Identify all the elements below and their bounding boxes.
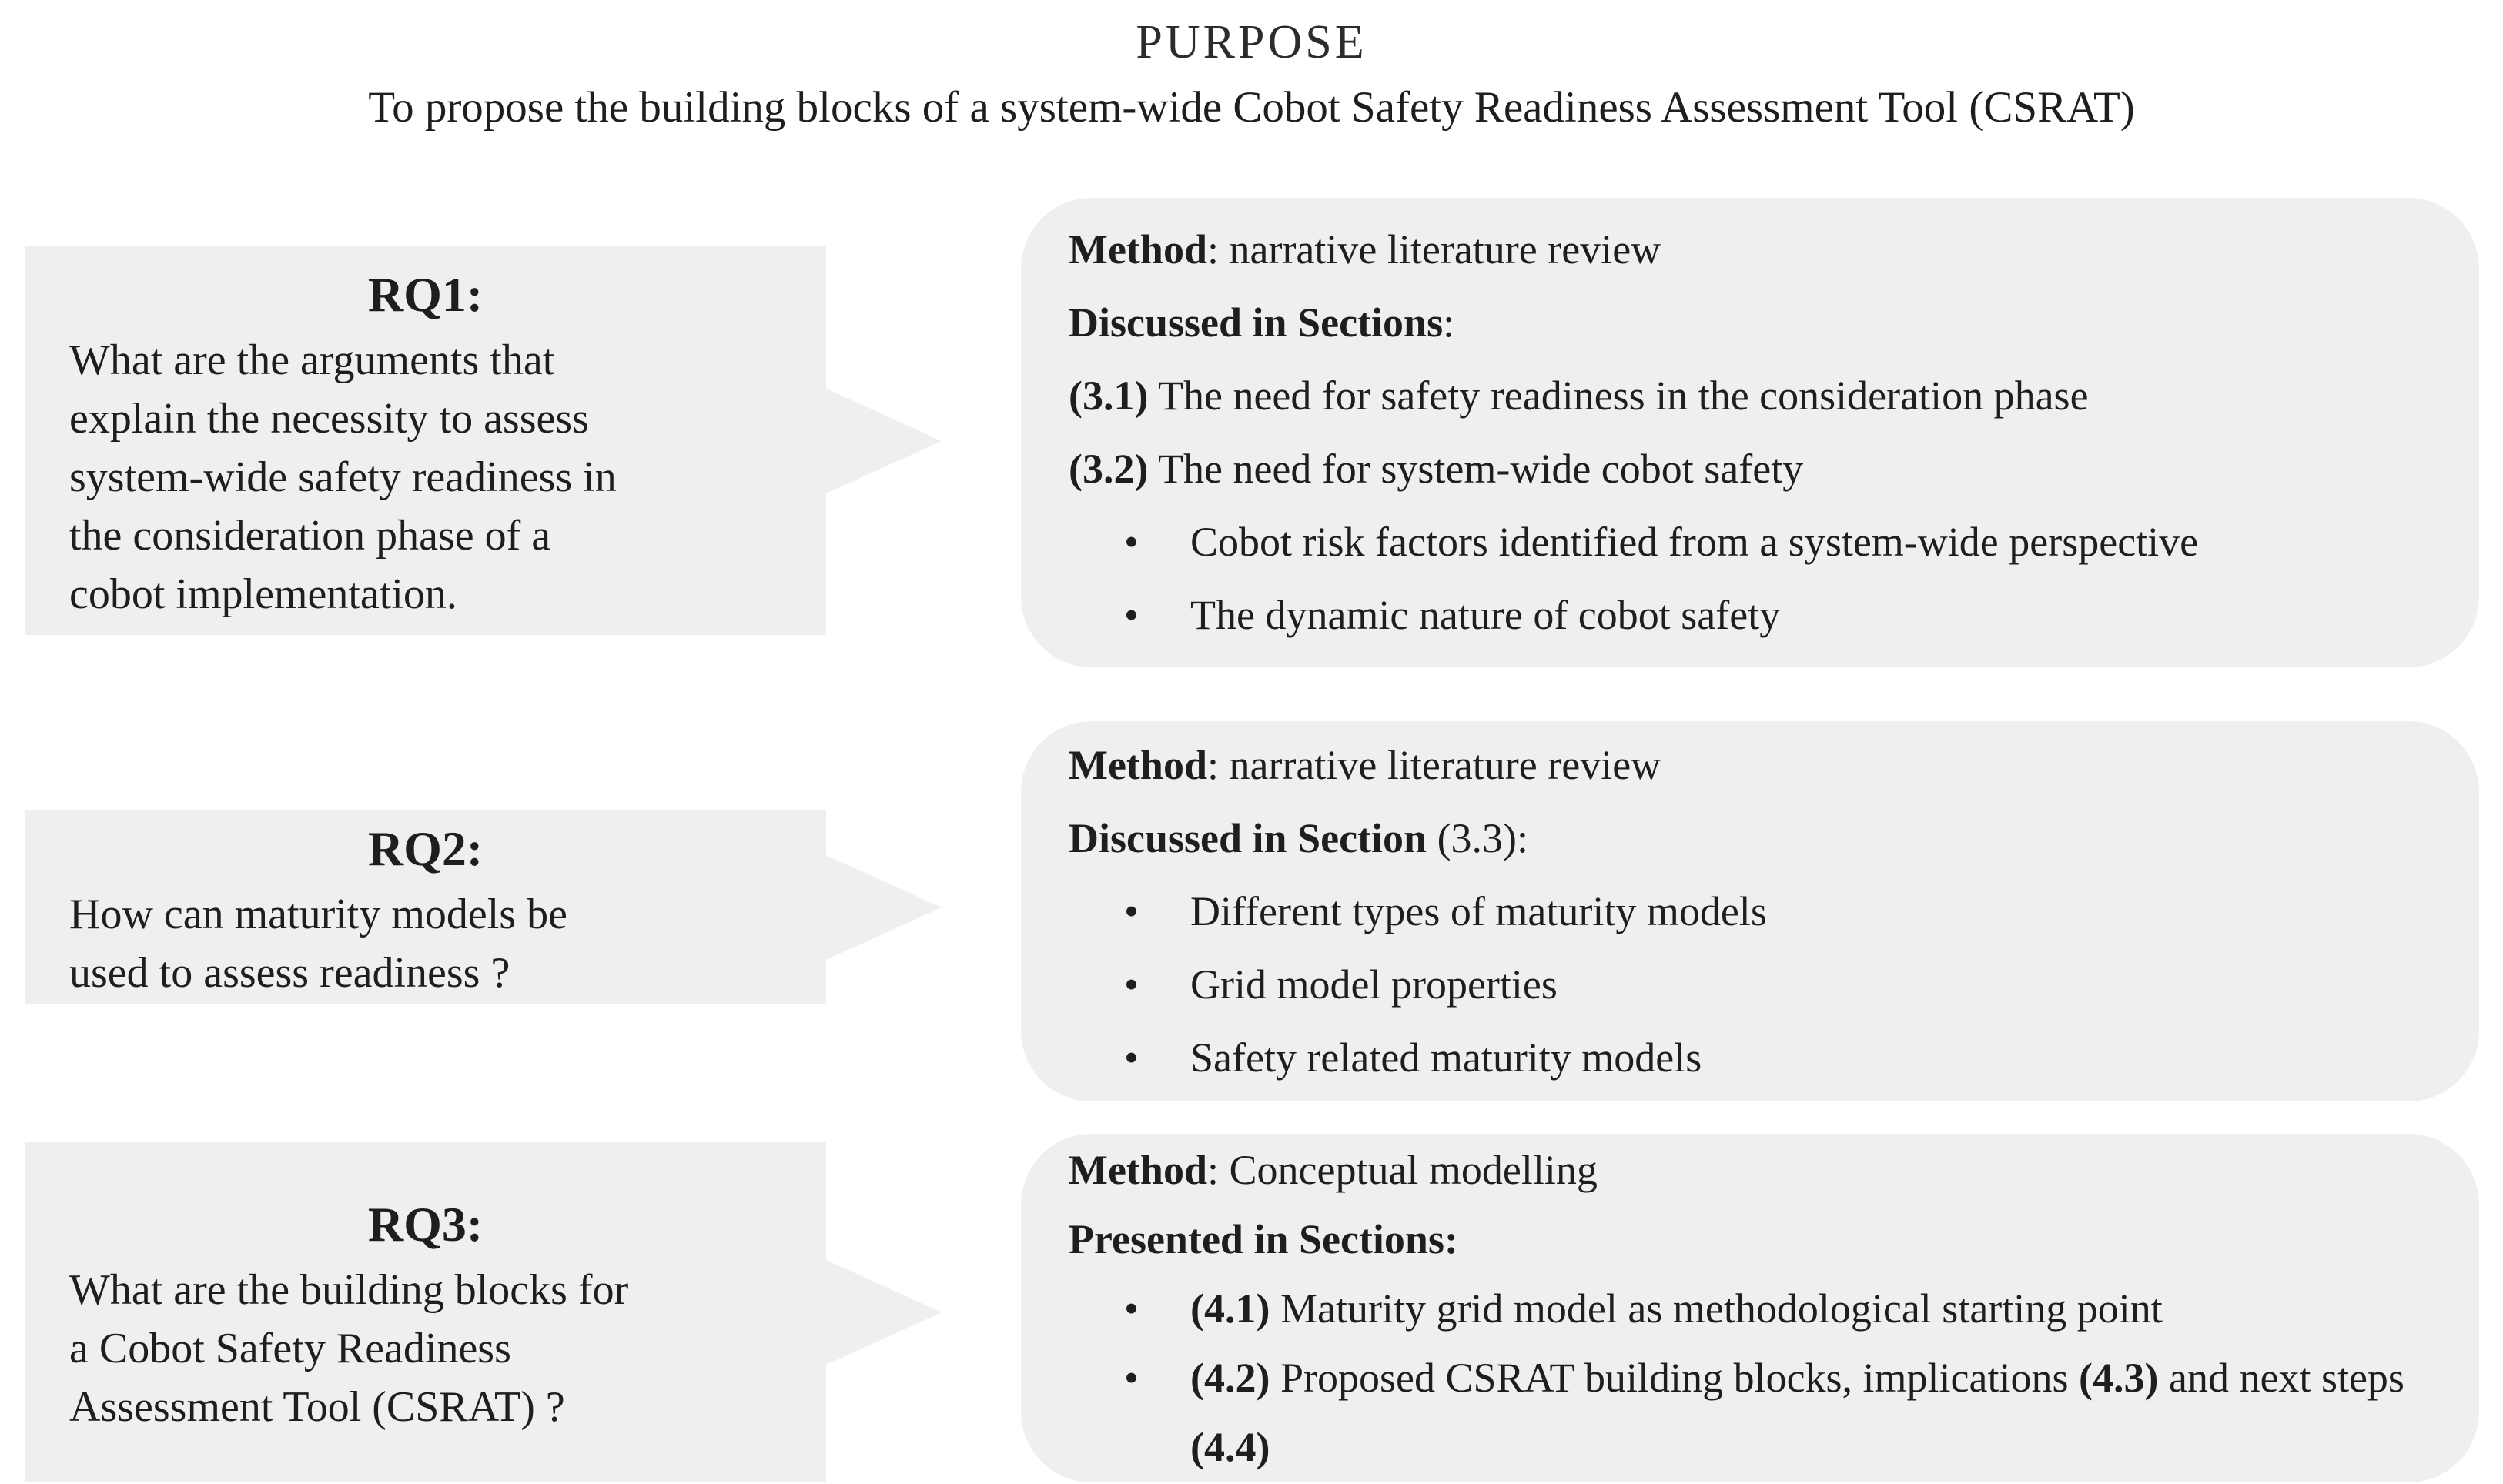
bullet-icon: • (1124, 1354, 1139, 1401)
sections-heading (1069, 1205, 2431, 1274)
bullet-text (1190, 1274, 2431, 1343)
section-number: (4.1) (1190, 1285, 1270, 1332)
rq1-label: RQ1: (367, 266, 484, 322)
sections-heading-bold: Presented in Sections: (1069, 1215, 1458, 1262)
bullet-icon: • (1124, 519, 1139, 565)
rq2-question-box (25, 810, 826, 1004)
section-item (1069, 359, 2431, 433)
bullet-text: Cobot risk factors identified from a system-wide perspective (1190, 519, 2199, 565)
bullet-item (1069, 875, 2431, 948)
sections-heading-rest: (3.3): (1427, 814, 1529, 861)
rq3-question-line: What are the building blocks for (69, 1265, 629, 1314)
rq1-question-line: the consideration phase of a (69, 511, 551, 560)
method-label: Method (1069, 1146, 1207, 1193)
bullet-icon: • (1124, 887, 1139, 934)
section-number: (3.2) (1069, 446, 1149, 492)
section-number: (4.2) (1190, 1354, 1270, 1401)
rq1-question-line: cobot implementation. (69, 570, 457, 618)
bullet-item (1069, 1021, 2431, 1095)
rq1-pointer-arrow-icon (826, 389, 942, 493)
rq2-answer-box (1021, 721, 2479, 1101)
method-line (1069, 729, 2431, 802)
rq1-question-line: explain the necessity to assess (69, 394, 589, 443)
method-text: : narrative literature review (1206, 741, 1661, 788)
bullet-item (1069, 579, 2431, 652)
rq2-question-line: How can maturity models be (69, 890, 567, 938)
rq1-question-box (25, 246, 826, 635)
method-label: Method (1069, 741, 1207, 788)
rq3-pointer-arrow-icon (826, 1260, 942, 1365)
bullet-text-segment: and next steps (2158, 1354, 2404, 1401)
sections-heading (1069, 802, 2431, 875)
section-number: (4.4) (1190, 1423, 1270, 1470)
figure-subtitle: To propose the building blocks of a system-wide Cobot Safety Readiness Assessment Tool (CSRAT) (368, 83, 2135, 132)
bullet-item (1069, 948, 2431, 1021)
bullet-item (1069, 1274, 2431, 1343)
figure-header (0, 0, 2503, 132)
rq3-question-box (25, 1142, 826, 1482)
rq3-question-line: Assessment Tool (CSRAT) ? (69, 1382, 565, 1431)
method-text: : Conceptual modelling (1206, 1146, 1598, 1193)
sections-heading-bold: Discussed in Sections (1069, 299, 1444, 346)
rq1-question-line: system-wide safety readiness in (69, 453, 617, 501)
rq2-pointer-arrow-icon (826, 855, 942, 960)
bullet-text: Safety related maturity models (1190, 1034, 1702, 1081)
sections-heading (1069, 286, 2431, 359)
section-item (1069, 433, 2431, 506)
rq3-answer-box (1021, 1134, 2479, 1482)
bullet-text: Grid model properties (1190, 961, 1558, 1008)
section-number: (4.3) (2079, 1354, 2159, 1401)
bullet-item (1069, 1343, 2431, 1482)
method-label: Method (1069, 226, 1207, 272)
section-number: (3.1) (1069, 373, 1149, 419)
bullet-icon: • (1124, 1285, 1139, 1332)
rq3-label: RQ3: (367, 1196, 484, 1252)
sections-heading-rest: : (1443, 299, 1455, 346)
bullet-icon: • (1124, 961, 1139, 1008)
bullet-icon: • (1124, 592, 1139, 638)
method-line (1069, 213, 2431, 286)
rq2-question-line: used to assess readiness ? (69, 948, 510, 997)
section-text: The need for safety readiness in the consideration phase (1148, 373, 2089, 419)
bullet-text: The dynamic nature of cobot safety (1190, 592, 1781, 638)
bullet-icon: • (1124, 1034, 1139, 1081)
section-text: The need for system-wide cobot safety (1148, 446, 1804, 492)
rq2-label: RQ2: (367, 821, 484, 876)
method-text: : narrative literature review (1206, 226, 1661, 272)
method-line (1069, 1135, 2431, 1205)
rq1-question-line: What are the arguments that (69, 336, 555, 384)
bullet-text: Different types of maturity models (1190, 887, 1767, 934)
rq1-answer-box (1021, 198, 2479, 667)
sections-heading-bold: Discussed in Section (1069, 814, 1427, 861)
figure-title: PURPOSE (1136, 16, 1367, 69)
rq3-question-line: a Cobot Safety Readiness (69, 1324, 511, 1372)
bullet-text (1190, 1343, 2431, 1482)
bullet-item (1069, 506, 2431, 579)
bullet-text-segment: Maturity grid model as methodological starting point (1270, 1285, 2163, 1332)
bullet-text-segment: Proposed CSRAT building blocks, implications (1270, 1354, 2080, 1401)
